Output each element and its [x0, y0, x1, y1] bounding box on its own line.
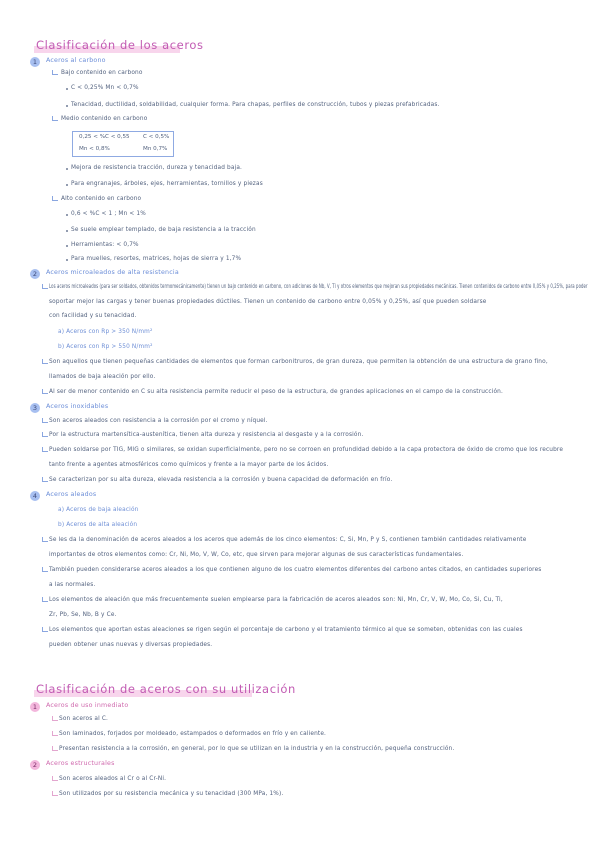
branch-icon	[42, 432, 48, 437]
branch-icon	[52, 746, 58, 751]
section-number: 4	[30, 491, 40, 501]
text-line: 0,6 < %C < 1 ; Mn < 1%	[71, 211, 146, 217]
text-line: Herramientas: < 0,7%	[71, 242, 139, 248]
text-line: importantes de otros elementos como: Cr, Ni, Mo, V, W, Co, etc, que sirven para mejorar algunas de sus características fundamentales.	[49, 552, 464, 558]
branch-icon	[52, 716, 58, 721]
list-item: b) Aceros de alta aleación	[58, 522, 138, 528]
text-line: Pueden soldarse por TIG, MIG o similares, se oxidan superficialmente, pero no se corroen en profundidad debido a la capa protectora de óxido de cromo que los recubre	[49, 447, 564, 453]
branch-icon	[42, 284, 48, 289]
branch-icon	[42, 447, 48, 452]
bullet-icon	[66, 168, 68, 170]
branch-icon	[42, 627, 48, 632]
bullet-icon	[66, 245, 68, 247]
branch-icon	[52, 116, 58, 121]
branch-icon	[52, 196, 58, 201]
text-line: soportar mejor las cargas y tener buenas propiedades dúctiles. Tienen un contenido de carbono entre 0,05% y 0,25%, así que pueden soldarse	[49, 299, 487, 305]
subsection-title: Alto contenido en carbono	[61, 196, 142, 202]
text-line: Se les da la denominación de aceros aleados a los aceros que además de los cinco elementos: C, Si, Mn, P y S, contienen también cantidades relativamente	[49, 537, 527, 543]
section-heading: Aceros estructurales	[46, 760, 115, 767]
list-item: b) Aceros con Rp > 550 N/mm²	[58, 344, 153, 350]
text-line: Los elementos de aleación que más frecuentemente suelen emplearse para la fabricación de aceros aleados son: Ni, Mn, Cr, V, W, Mo, Co, Si, Cu, Ti,	[49, 597, 503, 603]
box-cell: Mn 0,7%	[143, 146, 168, 152]
text-line: Son aceros aleados con resistencia a la corrosión por el cromo y níquel.	[49, 418, 268, 424]
section-heading: Aceros microaleados de alta resistencia	[46, 269, 179, 276]
composition-box	[72, 131, 174, 157]
bullet-icon	[66, 105, 68, 107]
section-heading: Aceros de uso inmediato	[46, 702, 129, 709]
branch-icon	[52, 776, 58, 781]
text-line: Se caracterizan por su alta dureza, elevada resistencia a la corrosión y buena capacidad de deformación en frío.	[49, 477, 393, 483]
branch-icon	[42, 537, 48, 542]
branch-icon	[42, 389, 48, 394]
section-number: 3	[30, 403, 40, 413]
branch-icon	[52, 70, 58, 75]
box-cell: C < 0,5%	[143, 134, 170, 140]
text-line: C < 0,25% Mn < 0,7%	[71, 85, 139, 91]
text-line: Tenacidad, ductilidad, soldabilidad, cualquier forma. Para chapas, perfiles de construcción, tubos y piezas prefabricadas.	[71, 102, 440, 108]
text-line: Son aceros al C.	[59, 716, 109, 722]
section-number: 2	[30, 760, 40, 770]
text-line: pueden obtener unas nuevas y diversas propiedades.	[49, 642, 213, 648]
text-line: Al ser de menor contenido en C su alta resistencia permite reducir el peso de la estructura, de grandes aplicaciones en el campo de la construcción.	[49, 389, 503, 395]
branch-icon	[52, 791, 58, 796]
branch-icon	[42, 418, 48, 423]
bullet-icon	[66, 230, 68, 232]
branch-icon	[42, 597, 48, 602]
text-line: Para muelles, resortes, matrices, hojas de sierra y 1,7%	[71, 256, 242, 262]
branch-icon	[42, 477, 48, 482]
page-title: Clasificación de los aceros	[36, 38, 204, 52]
text-line: Para engranajes, árboles, ejes, herramientas, tornillos y piezas	[71, 181, 263, 187]
text-line: Presentan resistencia a la corrosión, en general, por lo que se utilizan en la industria y en la construcción, pequeña construcción.	[59, 746, 455, 752]
text-line: a las normales.	[49, 582, 96, 588]
text-line: Por la estructura martensítica-austenítica, tienen alta dureza y resistencia al desgaste y a la corrosión.	[49, 432, 364, 438]
text-line: Se suele emplear templado, de baja resistencia a la tracción	[71, 227, 256, 233]
text-line: Son aceros aleados al Cr o al Cr-Ni.	[59, 776, 167, 782]
text-line: Son utilizados por su resistencia mecánica y su tenacidad (300 MPa, 1%).	[59, 791, 284, 797]
text-line: Son aquellos que tienen pequeñas cantidades de elementos que forman carbonitruros, de gran dureza, que permiten la obtención de una estructura de grano fino,	[49, 359, 548, 365]
bullet-icon	[66, 214, 68, 216]
section-heading: Aceros al carbono	[46, 57, 106, 64]
text-line: Los elementos que aportan estas aleaciones se rigen según el porcentaje de carbono y el tratamiento térmico al que se someten, obtenidas con las cuales	[49, 627, 523, 633]
section-number: 2	[30, 269, 40, 279]
box-cell: 0,25 < %C < 0,55	[79, 134, 130, 140]
text-line: Mejora de resistencia tracción, dureza y tenacidad baja.	[71, 165, 243, 171]
text-line: con facilidad y su tenacidad.	[49, 313, 137, 319]
box-cell: Mn < 0,8%	[79, 146, 110, 152]
section-number: 1	[30, 57, 40, 67]
subsection-title: Medio contenido en carbono	[61, 116, 148, 122]
subsection-title: Bajo contenido en carbono	[61, 70, 143, 76]
bullet-icon	[66, 88, 68, 90]
section-heading: Aceros inoxidables	[46, 403, 109, 410]
text-line: Son laminados, forjados por moldeado, estampados o deformados en frío y en caliente.	[59, 731, 327, 737]
bullet-icon	[66, 259, 68, 261]
text-line: Los aceros microaleados (para ser soldados, obtenidos termomecánicamente) tienen un bajo contenido en carbono, con adiciones de Nb, V, Ti y otros elementos que mejoran sus propiedades mecánicas. Tienen contenidos de carbono entre 0,05% y 0,25%, para poder	[49, 284, 588, 290]
text-line: tanto frente a agentes atmosféricos como químicos y frente a la mayor parte de los ácidos.	[49, 462, 329, 468]
section-number: 1	[30, 702, 40, 712]
list-item: a) Aceros de baja aleación	[58, 507, 139, 513]
list-item: a) Aceros con Rp > 350 N/mm²	[58, 329, 153, 335]
text-line: Zr, Pb, Se, Nb, B y Ce.	[49, 612, 117, 618]
branch-icon	[42, 359, 48, 364]
bullet-icon	[66, 184, 68, 186]
branch-icon	[52, 731, 58, 736]
section-title: Clasificación de aceros con su utilización	[36, 682, 296, 696]
section-heading: Aceros aleados	[46, 491, 97, 498]
branch-icon	[42, 567, 48, 572]
text-line: llamados de baja aleación por ello.	[49, 374, 156, 380]
text-line: También pueden considerarse aceros aleados a los que contienen alguno de los cuatro elementos diferentes del carbono antes citados, en cantidades superiores	[49, 567, 542, 573]
